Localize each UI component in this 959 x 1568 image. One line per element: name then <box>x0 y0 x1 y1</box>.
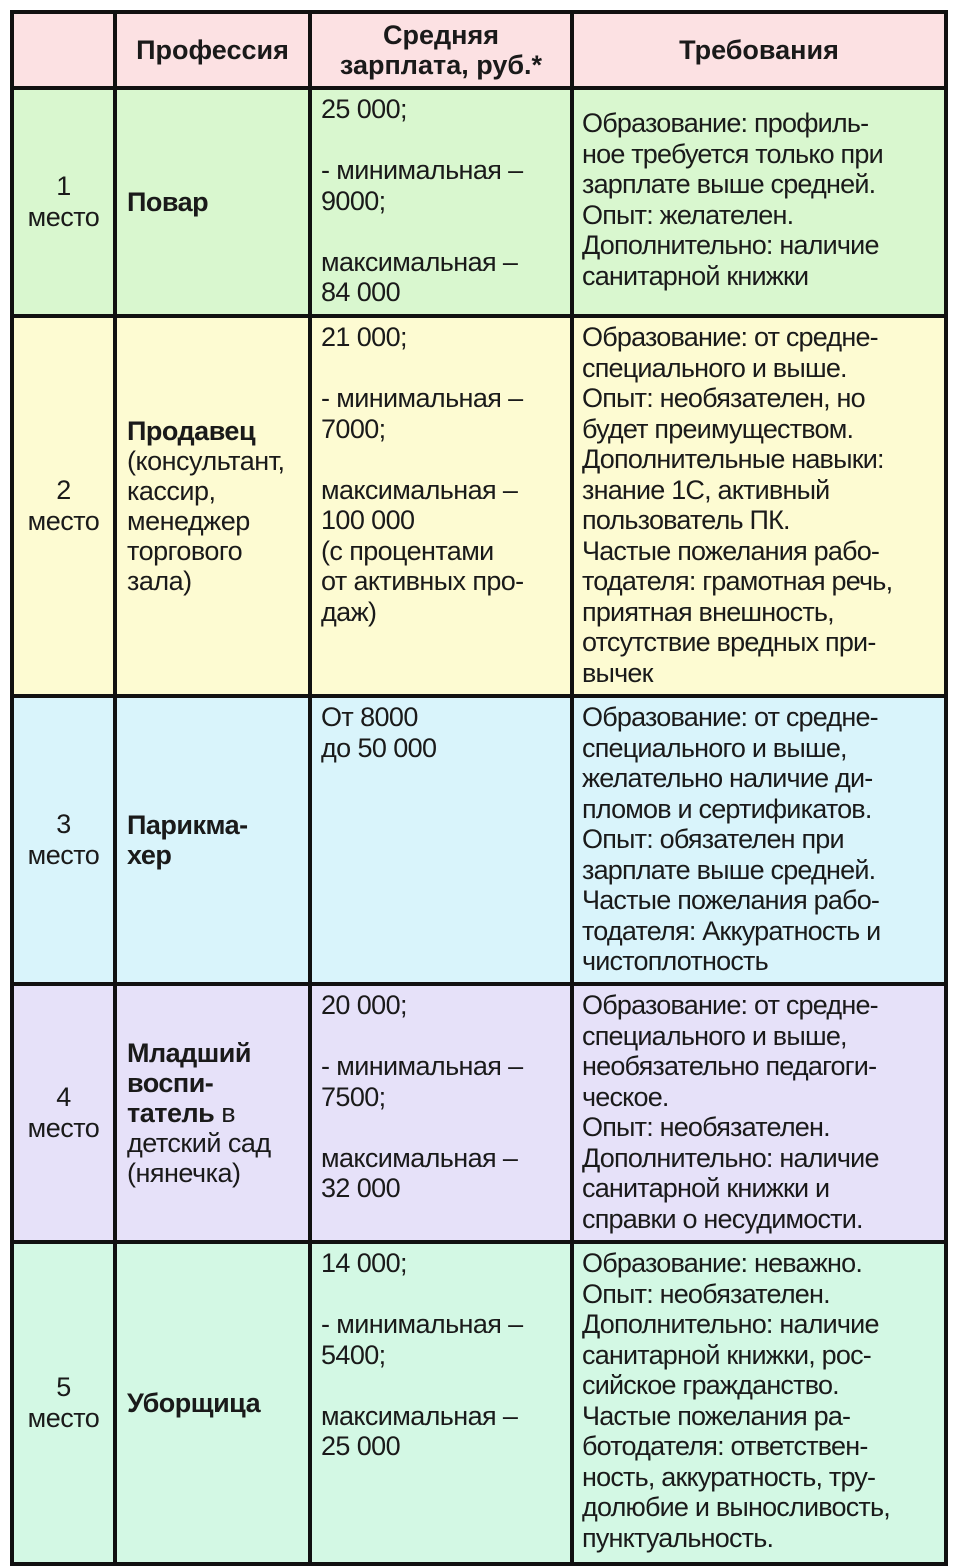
requirement-line: тодателя: грамотная речь, <box>582 566 893 596</box>
requirement-line: Опыт: обязателен при <box>582 824 844 854</box>
table-header-row <box>12 12 946 88</box>
salary-cell <box>310 984 572 1242</box>
requirement-line: ботодателя: ответствен- <box>582 1431 868 1461</box>
rank-cell <box>12 316 115 696</box>
requirement-line: ность, аккуратность, тру- <box>582 1461 876 1492</box>
table-row <box>12 984 946 1242</box>
profession-detail: зала) <box>127 566 192 596</box>
requirement-line: Образование: от средне- <box>582 702 878 732</box>
requirement-line: Дополнительно: наличие <box>582 1142 879 1173</box>
requirement-line: Частые пожелания рабо- <box>582 885 880 915</box>
table-row <box>12 696 946 984</box>
salary-line: от активных про- <box>321 566 524 596</box>
salary-spacer <box>321 216 562 247</box>
header-salary <box>310 12 572 88</box>
salary-line: максимальная – <box>321 246 518 277</box>
salary-spacer <box>321 353 562 384</box>
requirement-line: специального и выше, <box>582 732 847 763</box>
requirements-cell <box>572 984 946 1242</box>
rank-number: 2 <box>56 475 71 505</box>
requirement-line: пунктуальность. <box>582 1522 774 1553</box>
rank-cell <box>12 984 115 1242</box>
salary-line: - минимальная – <box>321 1309 523 1339</box>
profession-cell <box>115 316 310 696</box>
rank-word: место <box>27 1403 100 1433</box>
salary-line: - минимальная – <box>321 1051 523 1081</box>
salary-spacer <box>321 125 562 156</box>
rank-word: место <box>27 506 100 536</box>
rank-cell <box>12 88 115 316</box>
requirement-line: Опыт: необязателен. <box>582 1112 830 1142</box>
rank-word: место <box>27 202 100 232</box>
profession-name: Младший <box>127 1038 251 1068</box>
requirement-line: знание 1С, активный <box>582 474 830 505</box>
requirement-line: ческое. <box>582 1081 669 1112</box>
salary-line: 100 000 <box>321 505 415 535</box>
salary-line: 25 000; <box>321 94 407 124</box>
requirement-line: Опыт: желателен. <box>582 199 794 230</box>
requirements-cell <box>572 316 946 696</box>
requirement-line: Образование: от средне- <box>582 322 878 352</box>
requirement-line: тодателя: Аккуратность и <box>582 915 881 946</box>
salary-line: (с процентами <box>321 535 494 566</box>
requirement-line: пломов и сертификатов. <box>582 793 872 824</box>
rank-word: место <box>27 840 100 870</box>
profession-detail: торгового <box>127 536 243 566</box>
header-rank <box>12 12 115 88</box>
requirements-cell <box>572 696 946 984</box>
requirement-line: Образование: профиль- <box>582 108 869 138</box>
profession-cell <box>115 1242 310 1564</box>
requirement-line: Дополнительные навыки: <box>582 444 884 474</box>
requirement-line: Частые пожелания ра- <box>582 1400 851 1431</box>
profession-detail: менеджер <box>127 506 250 536</box>
requirement-line: Образование: неважно. <box>582 1248 863 1278</box>
profession-detail: кассир, <box>127 476 216 506</box>
salary-spacer <box>321 1112 562 1143</box>
salary-line: 14 000; <box>321 1248 407 1278</box>
requirement-line: Дополнительно: наличие <box>582 230 879 260</box>
requirements-cell <box>572 1242 946 1564</box>
requirement-line: приятная внешность, <box>582 596 834 627</box>
salary-line: 7000; <box>321 413 386 444</box>
header-salary-line2: зарплата, руб.* <box>339 50 543 80</box>
salary-line: максимальная – <box>321 1400 518 1431</box>
salary-table-container <box>10 10 944 1562</box>
profession-detail: детский сад <box>127 1128 271 1158</box>
salary-line: 32 000 <box>321 1173 400 1203</box>
salary-line: до 50 000 <box>321 732 437 763</box>
salary-cell <box>310 1242 572 1564</box>
salary-line: 25 000 <box>321 1431 400 1461</box>
requirement-line: Образование: от средне- <box>582 990 878 1020</box>
requirement-line: долюбие и выносливость, <box>582 1492 890 1522</box>
salary-line: максимальная – <box>321 1142 518 1173</box>
requirement-line: Частые пожелания рабо- <box>582 535 880 566</box>
rank-cell <box>12 1242 115 1564</box>
profession-name: Повар <box>127 187 209 217</box>
salary-line: - минимальная – <box>321 155 523 185</box>
profession-name: татель <box>127 1098 215 1128</box>
header-requirements: Требования <box>572 12 946 88</box>
requirement-line: пользователь ПК. <box>582 505 790 535</box>
profession-name: хер <box>127 840 172 870</box>
salary-line: 7500; <box>321 1081 386 1112</box>
requirement-line: санитарной книжки, рос- <box>582 1339 872 1370</box>
profession-cell <box>115 696 310 984</box>
rank-number: 1 <box>56 171 71 201</box>
salary-cell <box>310 88 572 316</box>
requirement-line: чистоплотность <box>582 946 768 976</box>
profession-detail: (консультант, <box>127 446 285 476</box>
requirement-line: ное требуется только при <box>582 138 883 169</box>
salary-line: 20 000; <box>321 990 407 1020</box>
requirement-line: специального и выше, <box>582 1020 847 1051</box>
profession-name: Уборщица <box>127 1388 261 1418</box>
salary-line: - минимальная – <box>321 383 523 413</box>
salary-spacer <box>321 1021 562 1052</box>
profession-name: Продавец <box>127 416 256 446</box>
requirement-line: будет преимуществом. <box>582 413 854 444</box>
requirement-line: специального и выше. <box>582 352 847 383</box>
profession-salary-table <box>10 10 948 1566</box>
salary-line: 5400; <box>321 1339 386 1370</box>
salary-spacer <box>321 1279 562 1310</box>
rank-word: место <box>27 1113 100 1143</box>
requirement-line: желательно наличие ди- <box>582 763 873 793</box>
profession-cell <box>115 984 310 1242</box>
profession-cell <box>115 88 310 316</box>
requirement-line: отсутствие вредных при- <box>582 627 876 657</box>
requirement-line: санитарной книжки <box>582 260 809 291</box>
salary-spacer <box>321 444 562 475</box>
rank-number: 3 <box>56 809 71 839</box>
salary-cell <box>310 696 572 984</box>
salary-line: От 8000 <box>321 702 418 732</box>
requirement-line: Дополнительно: наличие <box>582 1309 879 1339</box>
profession-name: воспи- <box>127 1068 214 1098</box>
table-row <box>12 316 946 696</box>
salary-line: 9000; <box>321 185 386 216</box>
requirements-cell <box>572 88 946 316</box>
requirement-line: зарплате выше средней. <box>582 854 876 885</box>
salary-line: 84 000 <box>321 277 400 307</box>
rank-number: 5 <box>56 1372 71 1402</box>
profession-detail: (нянечка) <box>127 1158 241 1188</box>
requirement-line: справки о несудимости. <box>582 1203 863 1234</box>
header-profession: Профессия <box>115 12 310 88</box>
header-salary-line1: Средняя <box>383 20 499 50</box>
salary-line: максимальная – <box>321 474 518 505</box>
requirement-line: сийское гражданство. <box>582 1370 839 1400</box>
requirement-line: санитарной книжки и <box>582 1173 830 1203</box>
table-row <box>12 1242 946 1564</box>
rank-cell <box>12 696 115 984</box>
table-row <box>12 88 946 316</box>
profession-name: Парикма- <box>127 810 248 840</box>
requirement-line: Опыт: необязателен. <box>582 1278 830 1309</box>
salary-cell <box>310 316 572 696</box>
requirement-line: зарплате выше средней. <box>582 169 876 199</box>
profession-tail: в <box>214 1098 236 1128</box>
salary-line: 21 000; <box>321 322 407 352</box>
requirement-line: вычек <box>582 657 653 688</box>
salary-line: даж) <box>321 596 377 627</box>
requirement-line: необязательно педагоги- <box>582 1051 877 1081</box>
rank-number: 4 <box>56 1082 71 1112</box>
requirement-line: Опыт: необязателен, но <box>582 383 865 413</box>
salary-spacer <box>321 1370 562 1401</box>
